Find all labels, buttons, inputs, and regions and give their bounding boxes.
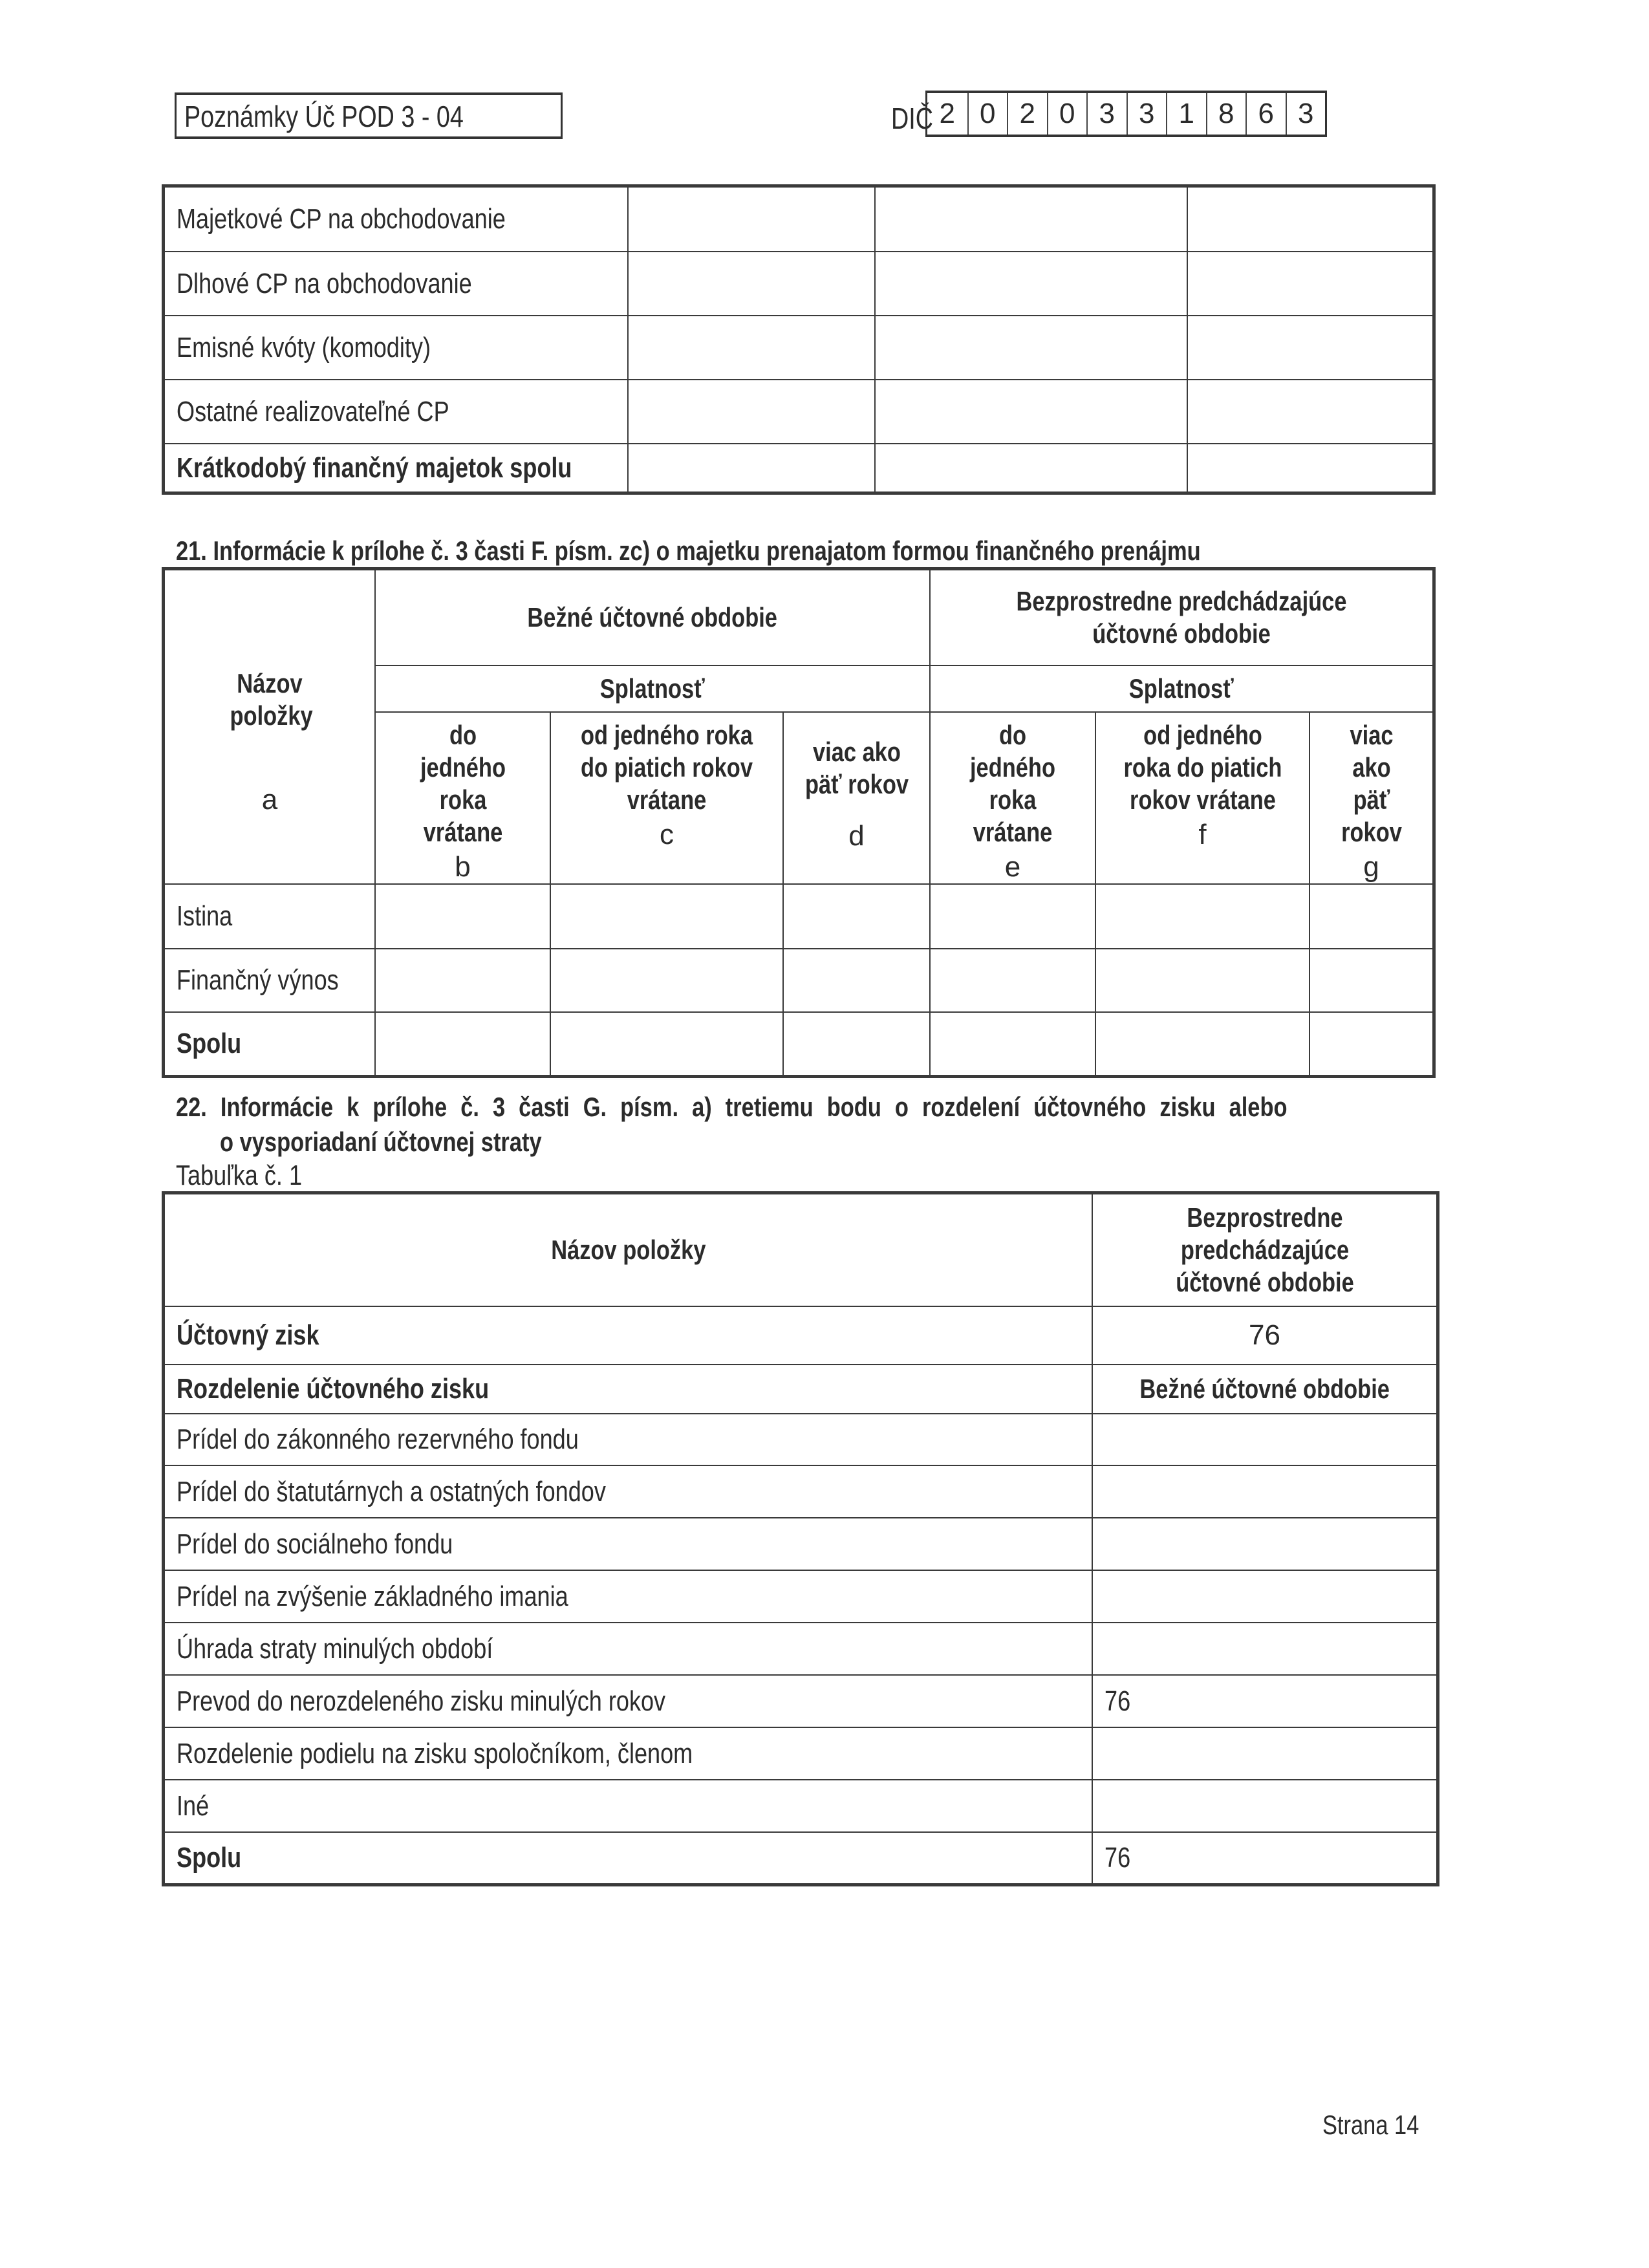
page-number: Strana 14 [1322, 2110, 1419, 2140]
value-cell[interactable] [628, 252, 875, 316]
table-row [164, 187, 1433, 252]
row-label: Prídel do sociálneho fondu [164, 1518, 1092, 1570]
table-row [164, 1465, 1437, 1518]
table-row [164, 316, 1433, 380]
table-row [164, 1780, 1437, 1832]
table-caption: Tabuľka č. 1 [176, 1160, 303, 1191]
profit-row [164, 1306, 1437, 1365]
row-label: Prídel do zákonného rezervného fondu [164, 1414, 1092, 1465]
col-header-b: do jedného roka vrátane b [375, 712, 550, 884]
row-label: Iné [164, 1780, 1092, 1832]
header-row [164, 570, 1433, 665]
dic-digit: 0 [967, 93, 1008, 135]
value-cell[interactable] [1187, 444, 1433, 492]
row-label: Istina [164, 884, 375, 949]
value-cell[interactable] [930, 949, 1095, 1012]
row-label: Majetkové CP na obchodovanie [164, 187, 628, 252]
value-cell[interactable] [1092, 1570, 1437, 1623]
value-cell[interactable] [628, 316, 875, 380]
value-cell[interactable] [783, 884, 930, 949]
row-label: Spolu [164, 1012, 375, 1075]
profit-value[interactable]: 76 [1092, 1306, 1437, 1365]
table-row [164, 1414, 1437, 1465]
current-period-header: Bežné účtovné obdobie [1092, 1365, 1437, 1414]
table-row [164, 1518, 1437, 1570]
value-cell[interactable] [1095, 1012, 1310, 1075]
row-label: Spolu [164, 1832, 1092, 1884]
dic-digit: 6 [1245, 93, 1286, 135]
dic-digit: 3 [1286, 93, 1326, 135]
dic-digit: 2 [939, 98, 955, 129]
value-cell[interactable] [1092, 1414, 1437, 1465]
dic-digit: 3 [1086, 93, 1126, 135]
value-cell[interactable] [1095, 949, 1310, 1012]
table-row [164, 252, 1433, 316]
table-row-total [164, 1832, 1437, 1884]
row-label: Prevod do nerozdeleného zisku minulých rokov [164, 1675, 1092, 1727]
value-cell[interactable] [1310, 1012, 1433, 1075]
col-header-e: do jedného roka vrátane e [930, 712, 1095, 884]
table-row [164, 884, 1433, 949]
value-cell[interactable] [1092, 1465, 1437, 1518]
value-cell[interactable] [783, 949, 930, 1012]
row-label: Dlhové CP na obchodovanie [164, 252, 628, 316]
table-row [164, 1623, 1437, 1675]
value-cell[interactable]: 76 [1092, 1675, 1437, 1727]
dic-digit: 3 [1126, 93, 1167, 135]
value-cell[interactable] [875, 380, 1187, 444]
dic-digit: 2 [1007, 93, 1047, 135]
value-cell[interactable] [1187, 187, 1433, 252]
value-cell[interactable] [930, 884, 1095, 949]
value-cell[interactable] [1187, 252, 1433, 316]
form-id: Poznámky Úč POD 3 - 04 [184, 100, 464, 133]
value-cell[interactable] [375, 1012, 550, 1075]
value-cell[interactable] [875, 252, 1187, 316]
row-label: Úhrada straty minulých období [164, 1623, 1092, 1675]
dic-digit: 1 [1166, 93, 1206, 135]
short-term-assets-table [164, 186, 1434, 493]
value-cell[interactable] [1187, 316, 1433, 380]
section-22-title: 22. Informácie k prílohe č. 3 časti G. písm. a) tretiemu bodu o rozdelení účtovného zisku alebo [176, 1092, 1288, 1122]
dic-field [925, 91, 1327, 137]
previous-period-header: Bezprostredne predchádzajúce účtovné obdobie [930, 570, 1433, 665]
maturity-header: Splatnosť [930, 665, 1433, 712]
value-cell[interactable]: 76 [1092, 1832, 1437, 1884]
value-cell[interactable] [628, 380, 875, 444]
table-row [164, 1675, 1437, 1727]
dic-label: DIČ [891, 102, 933, 135]
previous-period-header: Bezprostredne predchádzajúce účtovné obdobie [1092, 1194, 1437, 1306]
table-row-total [164, 1012, 1433, 1075]
value-cell[interactable] [930, 1012, 1095, 1075]
maturity-header: Splatnosť [375, 665, 930, 712]
table-row-total [164, 444, 1433, 492]
row-label: Finančný výnos [164, 949, 375, 1012]
profit-distribution-table [164, 1193, 1438, 1885]
row-label: Rozdelenie účtovného zisku [164, 1365, 1092, 1414]
dic-digit: 8 [1206, 93, 1246, 135]
current-period-header: Bežné účtovné obdobie [375, 570, 930, 665]
value-cell[interactable] [1095, 884, 1310, 949]
value-cell[interactable] [1310, 884, 1433, 949]
row-label: Ostatné realizovateľné CP [164, 380, 628, 444]
finance-lease-table [164, 569, 1434, 1076]
table-row [164, 1570, 1437, 1623]
section-21-title: 21. Informácie k prílohe č. 3 časti F. písm. zc) o majetku prenajatom formou finančného prenájmu [176, 535, 1201, 566]
row-label: Prídel do štatutárnych a ostatných fondov [164, 1465, 1092, 1518]
col-header-d: viac ako päť rokov d [783, 712, 930, 884]
value-cell[interactable] [1310, 949, 1433, 1012]
value-cell[interactable] [783, 1012, 930, 1075]
value-cell[interactable] [1092, 1780, 1437, 1832]
dic-digit: 0 [1047, 93, 1087, 135]
value-cell[interactable] [375, 884, 550, 949]
value-cell[interactable] [875, 187, 1187, 252]
section-22-title-cont: o vysporiadaní účtovnej straty [220, 1127, 542, 1157]
value-cell[interactable] [1092, 1727, 1437, 1780]
table-row [164, 380, 1433, 444]
row-label: Prídel na zvýšenie základného imania [164, 1570, 1092, 1623]
row-label: Rozdelenie podielu na zisku spoločníkom, členom [164, 1727, 1092, 1780]
value-cell[interactable] [1092, 1518, 1437, 1570]
item-name-header: Názov položky a [164, 570, 375, 884]
col-header-f: od jedného roka do piatich rokov vrátane f [1095, 712, 1310, 884]
value-cell[interactable] [550, 949, 783, 1012]
distribution-header-row [164, 1365, 1437, 1414]
value-cell[interactable] [375, 949, 550, 1012]
table-row [164, 949, 1433, 1012]
value-cell[interactable] [1092, 1623, 1437, 1675]
row-label: Krátkodobý finančný majetok spolu [164, 444, 628, 492]
col-header-g: viac ako päť rokov g [1310, 712, 1433, 884]
value-cell[interactable] [875, 444, 1187, 492]
value-cell[interactable] [628, 444, 875, 492]
item-name-header: Názov položky [164, 1194, 1092, 1306]
table-row [164, 1727, 1437, 1780]
value-cell[interactable] [550, 1012, 783, 1075]
col-header-c: od jedného roka do piatich rokov vrátane c [550, 712, 783, 884]
row-label: Emisné kvóty (komodity) [164, 316, 628, 380]
value-cell[interactable] [1187, 380, 1433, 444]
value-cell[interactable] [875, 316, 1187, 380]
value-cell[interactable] [628, 187, 875, 252]
form-id-box [175, 92, 563, 139]
header-row [164, 1194, 1437, 1306]
value-cell[interactable] [550, 884, 783, 949]
row-label: Účtovný zisk [164, 1306, 1092, 1365]
